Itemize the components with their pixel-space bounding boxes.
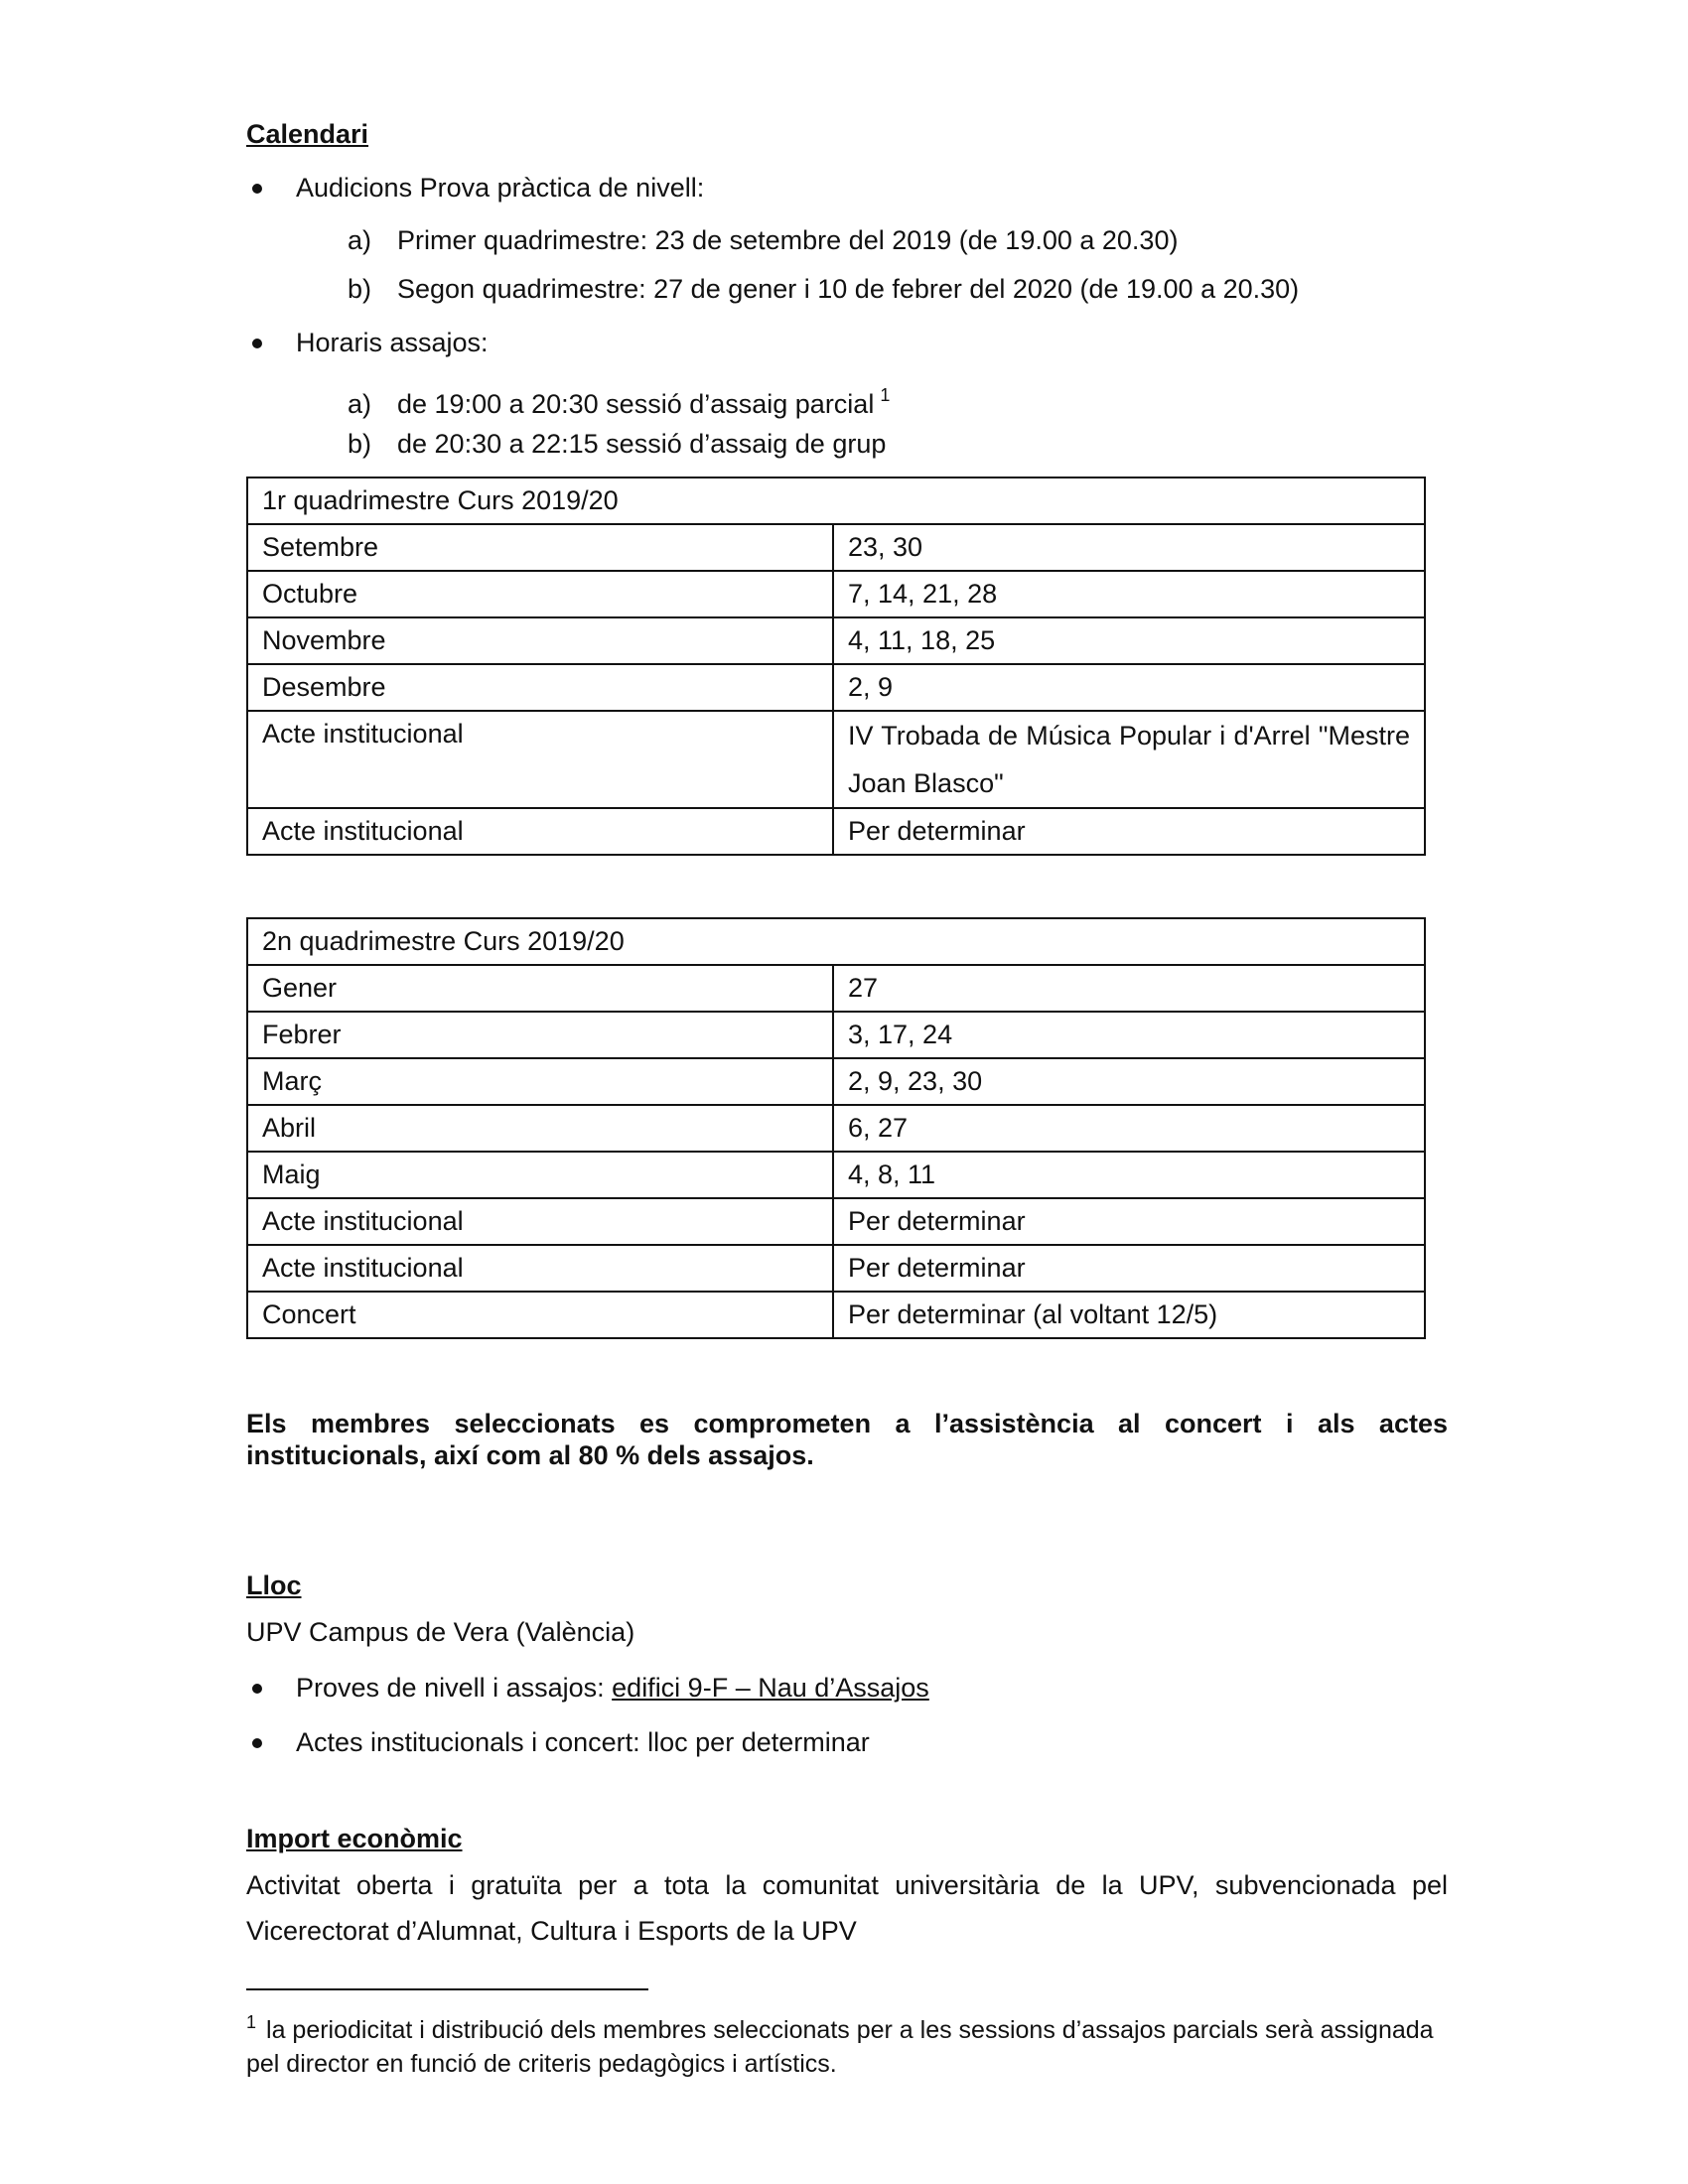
attendance-notice: Els membres seleccionats es comprometen a l’assistència al concert i als actes institucionals, així com al 80 % dels assajos.: [246, 1409, 1448, 1470]
calendar-heading: Calendari: [246, 119, 369, 149]
table-row: [247, 571, 1425, 617]
bullet-icon: [252, 184, 262, 194]
month-cell: Maig: [247, 1152, 833, 1198]
table-row: [247, 1198, 1425, 1245]
dates-cell: 7, 14, 21, 28: [833, 571, 1425, 617]
first-semester-table: [246, 477, 1426, 856]
list-letter: b): [348, 274, 372, 304]
event-description-cell: Per determinar: [833, 1198, 1425, 1245]
table-title: 1r quadrimestre Curs 2019/20: [247, 478, 1425, 524]
cost-paragraph: Activitat oberta i gratuïta per a tota la comunitat universitària de la UPV, subvencionada pel Vicerectorat d’Alumnat, Cultura i Esports de la UPV: [246, 1870, 1448, 1946]
footnote-text: la periodicitat i distribució dels membres seleccionats per a les sessions d’assajos parcials serà assignada pel director en funció de criteris pedagògics i artístics.: [246, 2016, 1434, 2078]
event-cell: Concert: [247, 1292, 833, 1338]
dates-cell: 4, 8, 11: [833, 1152, 1425, 1198]
dates-cell: 4, 11, 18, 25: [833, 617, 1425, 664]
rehearsal-text: de 19:00 a 20:30 sessió d’assaig parcial: [397, 389, 875, 419]
table-row: [247, 524, 1425, 571]
month-cell: Febrer: [247, 1012, 833, 1058]
audition-text: Segon quadrimestre: 27 de gener i 10 de febrer del 2020 (de 19.00 a 20.30): [397, 274, 1300, 304]
list-letter: b): [348, 429, 372, 459]
place-item: [296, 1670, 929, 1706]
dates-cell: 2, 9: [833, 664, 1425, 711]
month-cell: Setembre: [247, 524, 833, 571]
month-cell: Octubre: [247, 571, 833, 617]
place-location: UPV Campus de Vera (València): [246, 1617, 635, 1647]
table-row: [247, 1012, 1425, 1058]
event-cell: Acte institucional: [247, 1198, 833, 1245]
building-link[interactable]: edifici 9-F – Nau d’Assajos: [612, 1673, 929, 1703]
event-description-cell: Per determinar: [833, 808, 1425, 855]
month-cell: Novembre: [247, 617, 833, 664]
bullet-icon: [252, 1738, 262, 1748]
list-letter: a): [348, 225, 372, 255]
rehearsal-text: de 20:30 a 22:15 sessió d’assaig de grup: [397, 429, 887, 459]
table-row: [247, 1292, 1425, 1338]
cost-heading: Import econòmic: [246, 1824, 463, 1853]
dates-cell: 2, 9, 23, 30: [833, 1058, 1425, 1105]
rehearsals-label: Horaris assajos:: [296, 328, 489, 357]
month-cell: Gener: [247, 965, 833, 1012]
rehearsal-item: [348, 426, 886, 462]
event-cell: Acte institucional: [247, 711, 833, 808]
month-cell: Abril: [247, 1105, 833, 1152]
second-semester-table: [246, 917, 1426, 1339]
footnote: [246, 2005, 1448, 2081]
table-row: [247, 1152, 1425, 1198]
place-item-text: Actes institucionals i concert: lloc per determinar: [296, 1727, 870, 1757]
bullet-icon: [252, 1684, 262, 1694]
table-row: [247, 965, 1425, 1012]
table-row: [247, 711, 1425, 808]
table-title: 2n quadrimestre Curs 2019/20: [247, 918, 1425, 965]
table-row: [247, 1058, 1425, 1105]
footnote-separator: [246, 1988, 648, 1990]
table-header-row: [247, 918, 1425, 965]
dates-cell: 23, 30: [833, 524, 1425, 571]
place-heading: Lloc: [246, 1570, 302, 1600]
footnote-marker: 1: [246, 2012, 257, 2032]
event-description-cell: Per determinar (al voltant 12/5): [833, 1292, 1425, 1338]
table-row: [247, 808, 1425, 855]
rehearsal-item: [348, 377, 891, 419]
event-description-cell: Per determinar: [833, 1245, 1425, 1292]
event-description-cell: IV Trobada de Música Popular i d'Arrel "Mestre Joan Blasco": [833, 711, 1425, 808]
audition-text: Primer quadrimestre: 23 de setembre del 2019 (de 19.00 a 20.30): [397, 225, 1179, 255]
table-row: [247, 1245, 1425, 1292]
dates-cell: 3, 17, 24: [833, 1012, 1425, 1058]
table-header-row: [247, 478, 1425, 524]
dates-cell: 6, 27: [833, 1105, 1425, 1152]
table-row: [247, 664, 1425, 711]
audition-item: [348, 271, 1299, 307]
month-cell: Març: [247, 1058, 833, 1105]
month-cell: Desembre: [247, 664, 833, 711]
audition-item: [348, 222, 1178, 258]
dates-cell: 27: [833, 965, 1425, 1012]
list-letter: a): [348, 389, 372, 419]
table-row: [247, 617, 1425, 664]
table-row: [247, 1105, 1425, 1152]
event-cell: Acte institucional: [247, 1245, 833, 1292]
event-cell: Acte institucional: [247, 808, 833, 855]
place-item-text: Proves de nivell i assajos:: [296, 1673, 613, 1703]
bullet-icon: [252, 339, 262, 348]
auditions-label: Audicions Prova pràctica de nivell:: [296, 173, 705, 203]
footnote-reference: 1: [880, 385, 891, 405]
